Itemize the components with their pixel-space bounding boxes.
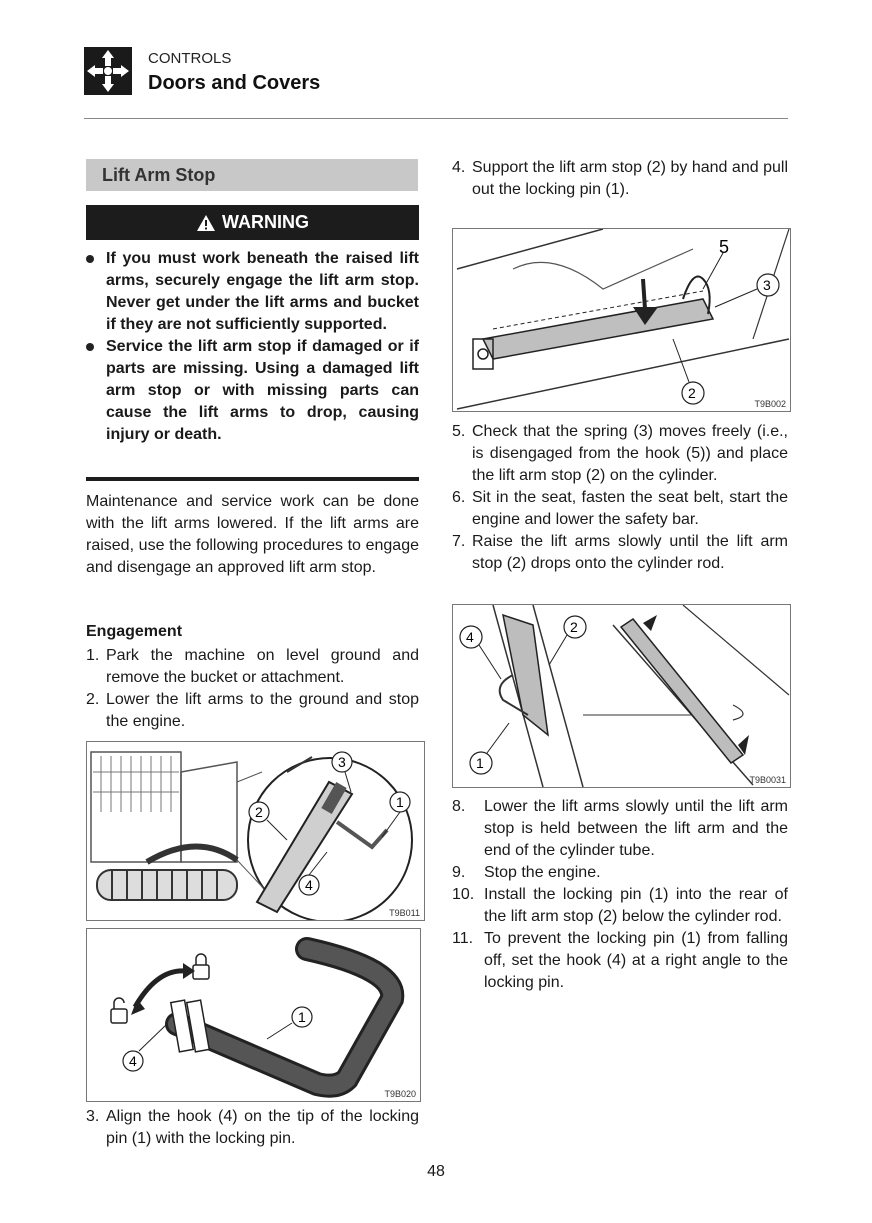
lock-closed-icon xyxy=(193,954,209,979)
figure-stop-on-rod xyxy=(452,604,791,788)
figure-code: T9B002 xyxy=(754,399,786,409)
header-section: CONTROLS xyxy=(148,50,232,67)
controls-icon xyxy=(84,47,132,95)
steps-list-right-b xyxy=(452,796,788,994)
fig1-callouts xyxy=(87,742,424,920)
figure-code: T9B020 xyxy=(384,1089,416,1099)
intro-paragraph: Maintenance and service work can be done with the lift arms lowered. If the lift arms are raised, use the following procedures to engage and disengage an approved lift arm stop. xyxy=(86,493,419,576)
warning-item: If you must work beneath the raised lift arms, securely engage the lift arm stop. Never get under the lift arms and bucket if they are not sufficiently supported. xyxy=(86,248,419,336)
figure-code: T9B0031 xyxy=(749,775,786,785)
steps-list-right-a xyxy=(452,421,788,575)
figure-locking-pin xyxy=(86,928,421,1102)
step-item: 9. Stop the engine. xyxy=(452,864,601,881)
callout-1: 1 xyxy=(476,755,484,771)
callout-3: 3 xyxy=(763,277,771,293)
callout-2: 2 xyxy=(688,385,696,401)
bullet-icon xyxy=(86,343,94,351)
engagement-heading: Engagement xyxy=(86,623,183,640)
step-item: 5. Check that the spring (3) moves freely (i.e., is disengaged from the hook (5)) and place the lift arm stop (2) on the cylinder. xyxy=(452,423,788,484)
step-item: 1. Park the machine on level ground and remove the bucket or attachment. xyxy=(86,647,419,686)
callout-3: 3 xyxy=(338,754,346,770)
callout-4: 4 xyxy=(466,629,474,645)
step-item: 3. Align the hook (4) on the tip of the locking pin (1) with the locking pin. xyxy=(86,1108,419,1147)
callout-4: 4 xyxy=(129,1053,137,1069)
step-item: 8. Lower the lift arms slowly until the lift arm stop is held between the lift arm and the end of the cylinder tube. xyxy=(452,798,788,859)
step-4-list xyxy=(452,157,788,201)
warning-list xyxy=(86,248,419,446)
step-item: 6. Sit in the seat, fasten the seat belt, start the engine and lower the safety bar. xyxy=(452,489,788,528)
step-item: 7. Raise the lift arms slowly until the lift arm stop (2) drops onto the cylinder rod. xyxy=(452,533,788,572)
callout-5: 5 xyxy=(719,237,730,257)
figure-machine-overview xyxy=(86,741,425,921)
step-item: 2. Lower the lift arms to the ground and stop the engine. xyxy=(86,691,419,730)
warning-triangle-icon xyxy=(196,214,216,232)
page-number: 48 xyxy=(427,1163,445,1180)
step-item: 10. Install the locking pin (1) into the rear of the lift arm stop (2) below the cylinder rod. xyxy=(452,886,788,925)
callout-1: 1 xyxy=(396,794,404,810)
figure-code: T9B011 xyxy=(389,908,420,918)
callout-1: 1 xyxy=(298,1009,306,1025)
header-divider xyxy=(84,118,788,119)
section-heading xyxy=(86,159,418,191)
stop-on-rod-illustration xyxy=(453,605,790,787)
spring-hook-illustration xyxy=(453,229,790,411)
step-item: 4. Support the lift arm stop (2) by hand and pull out the locking pin (1). xyxy=(452,159,788,198)
section-heading-text: Lift Arm Stop xyxy=(102,165,216,185)
step-3-list xyxy=(86,1106,419,1150)
callout-2: 2 xyxy=(570,619,578,635)
page-title: Doors and Covers xyxy=(148,72,321,94)
step-item: 11. To prevent the locking pin (1) from falling off, set the hook (4) at a right angle to the locking pin. xyxy=(452,930,788,991)
lock-open-icon xyxy=(111,998,127,1023)
warning-item: Service the lift arm stop if damaged or if parts are missing. Using a damaged lift arm stop or with missing parts can cause the lift arms to drop, causing injury or death. xyxy=(86,336,419,446)
callout-2: 2 xyxy=(255,804,263,820)
bullet-icon xyxy=(86,255,94,263)
steps-list-left xyxy=(86,645,419,733)
locking-pin-illustration xyxy=(87,929,420,1101)
warning-banner xyxy=(86,205,419,240)
figure-spring-hook xyxy=(452,228,791,412)
warning-label: WARNING xyxy=(222,212,309,232)
warning-end-rule xyxy=(86,477,419,481)
callout-4: 4 xyxy=(305,877,313,893)
